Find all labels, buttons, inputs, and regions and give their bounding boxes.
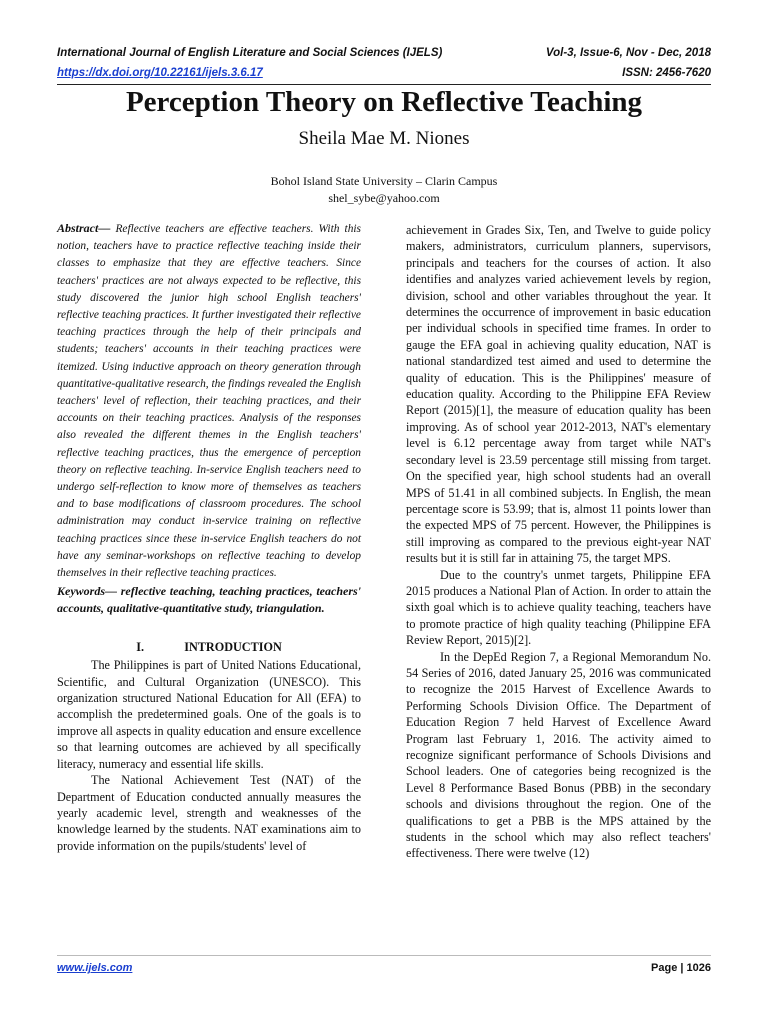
paragraph: In the DepEd Region 7, a Regional Memorandum No. 54 Series of 2016, dated January 25, 2016 was communicated to recognize the 2015 Harvest of Excellence Awards to Performing Schools Division Office. The Department of Education Region 7 held Harvest of Excellence Award Program last February 1, 2016. The activity aimed to recognize significant performance of Schools Divisions and School leaders. One of categories being recognized is the Level 8 Performance Based Bonus (PBB) in the secondary schools and divisions throughout the region. One of the qualifications to get a PBB is the MPS attained by the students in the school which may also reflect teachers' effectiveness. There were twelve (12) [406,649,711,861]
footer-divider [57,955,711,956]
author-email[interactable]: shel_sybe@yahoo.com [328,191,440,205]
abstract-label: Abstract— [57,221,111,235]
left-column [57,220,361,854]
header-divider [57,84,711,85]
section-title: INTRODUCTION [184,639,282,654]
paragraph: The Philippines is part of United Nations Educational, Scientific, and Cultural Organization (UNESCO). This organization structured National Education for All (EFA) to accomplish the predetermined goals. One of the goals is to improve all aspects in quality education and ensure excellence so that learning outcomes are achieved by all specifically literacy, numeracy and essential life skills. [57,658,361,771]
paragraph: achievement in Grades Six, Ten, and Twelve to guide policy makers, administrators, curriculum planners, supervisors, principals and teachers for the courses of action. It also identifies and analyzes varied achievement levels by region, division, school and other variables throughout the year. It determines the occurrence of improvement in basic education per individual schools in specified time frames. In order to gauge the EFA goal in achieving quality education, NAT is national standardized test aimed and used to determine the quality of education. This is the Philippines' measure of education quality. According to the Philippine EFA Review Report (2015)[1], the measure of education quality has been improving. As of school year 2012-2013, NAT's elementary level is 6.12 percentage away from target while NAT's secondary level is 23.59 percentage still missing from target. On the specified year, high school students had an overall MPS of 51.41 in all combined subjects. In English, the mean percentage score is 53.99; that is, almost 11 points lower than the expected MPS of 75 percent. However, the Philippines is still improving as compared to the previous eight-year NAT results but it is still far in attaining 75, the target MPS. [406,223,711,566]
paragraph: Due to the country's unmet targets, Philippine EFA 2015 produces a National Plan of Action. In order to attain the sixth goal which is to achieve quality teaching, teachers have to promote practice of high quality teaching (Philippine EFA Review Report, 2015)[2]. [406,567,711,648]
paper-title: Perception Theory on Reflective Teaching [125,86,643,118]
abstract [57,220,361,582]
journal-name: International Journal of English Literature and Social Sciences (IJELS) [57,47,443,59]
affiliation: Bohol Island State University – Clarin Campus [270,174,498,188]
section-heading [57,639,361,655]
issue-info: Vol-3, Issue-6, Nov - Dec, 2018 [545,47,711,59]
section-number: I. [136,639,145,654]
keywords: Keywords— reflective teaching, teaching practices, teachers' accounts, qualitative-quantitative study, triangulation. [57,584,361,616]
author-name: Sheila Mae M. Niones [298,128,470,149]
page-number: Page | 1026 [651,962,711,974]
website-link[interactable]: www.ijels.com [57,962,133,974]
right-column [406,222,711,862]
affiliation-block [0,173,768,207]
abstract-text: Reflective teachers are effective teachers. With this notion, teachers have to practice reflective teaching inside their classes to emphasize that they are effective teachers. Since teachers' practices are not always expected to be reflective, this study discovered the junior high school English teachers' reflective teaching practices. It further investigated their reflective teaching practices through the help of their principals and students; teachers' accounts in their teaching practices were itemized. Using inductive approach on theory generation through quantitative-qualitative research, the findings revealed the English teachers' level of reflection, their teaching practices, and their accounts on their teaching practices. Analysis of the responses also revealed the different themes in the English teachers' reflective teaching practices, thus the emergence of perception theory on reflective teaching. In-service English teachers need to undergo self-reflection to know more of themselves as teachers and to base modifications of classroom procedures. The school administration may conduct in-service training on reflective teaching practices since these in-service English teachers do not have any seminar-workshops on reflective teaching to develop themselves in their reflective teaching practices. [57,223,361,580]
paragraph: The National Achievement Test (NAT) of the Department of Education conducted annually measures the yearly academic level, strength and weaknesses of the knowledge learned by the students. NAT examinations aim to provide information on the pupils/students' level of [57,773,361,853]
doi-link[interactable]: https://dx.doi.org/10.22161/ijels.3.6.17 [57,67,263,79]
issn: ISSN: 2456-7620 [622,67,711,79]
